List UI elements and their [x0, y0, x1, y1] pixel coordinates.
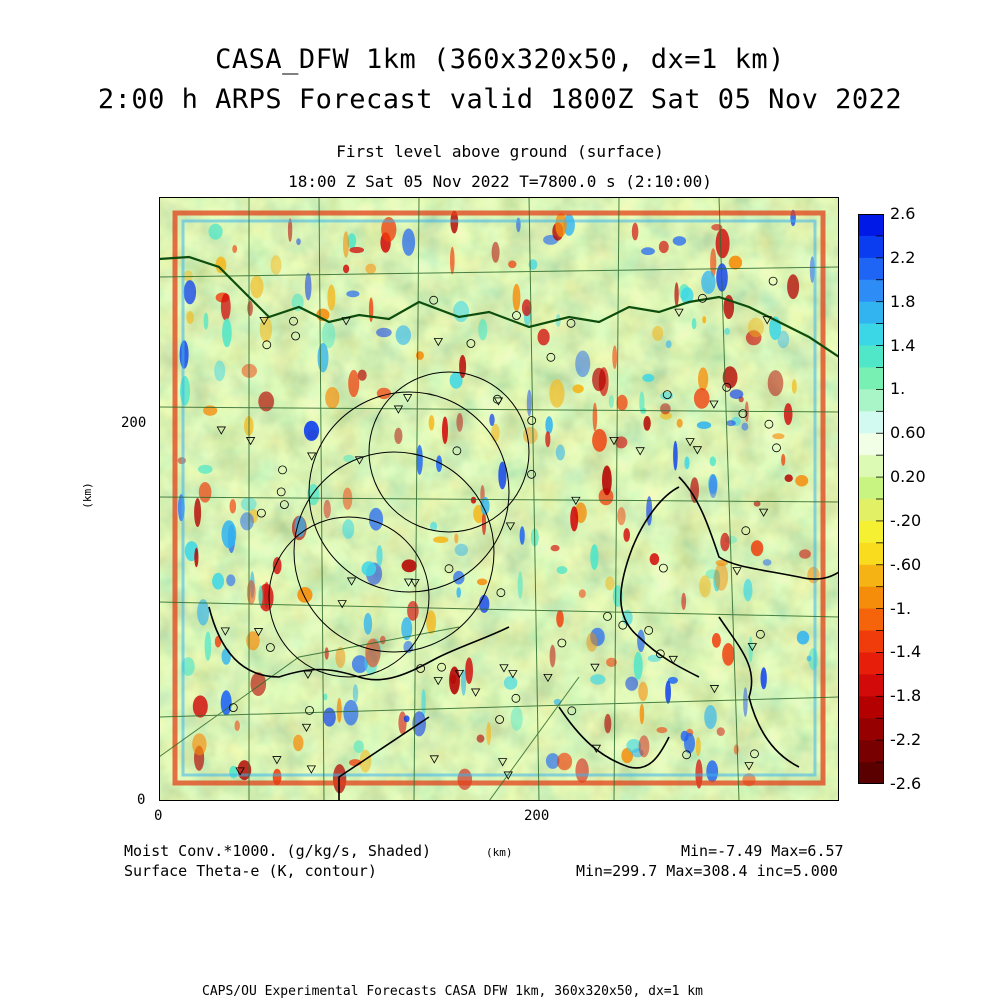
convergence-cell	[205, 632, 212, 661]
convergence-cell	[551, 545, 560, 551]
convergence-cell	[710, 456, 716, 466]
convergence-cell	[749, 636, 753, 662]
shaded-field-label: Moist Conv.*1000. (g/kg/s, Shaded)	[124, 842, 432, 860]
colorbar-bin	[858, 346, 884, 368]
colorbar-bin	[858, 367, 884, 389]
convergence-cell	[638, 682, 648, 701]
convergence-cell	[734, 744, 739, 754]
credit-line: CAPS/OU Experimental Forecasts CASA DFW 1km, 360x320x50, dx=1 km	[202, 984, 703, 999]
convergence-cell	[681, 593, 686, 610]
convergence-cell	[477, 735, 485, 743]
convergence-cell	[343, 700, 358, 726]
convergence-cell	[730, 389, 744, 399]
convergence-cell	[772, 433, 784, 439]
convergence-cell	[632, 223, 639, 241]
colorbar-bin	[858, 477, 884, 499]
convergence-cell	[556, 610, 564, 627]
convergence-cell	[426, 610, 436, 634]
colorbar-bin	[858, 718, 884, 740]
convergence-cell	[183, 271, 193, 282]
convergence-cell	[545, 416, 553, 434]
convergence-cell	[549, 379, 564, 407]
title-line-2: 2:00 h ARPS Forecast valid 1800Z Sat 05 Nov 2022	[97, 84, 903, 115]
colorbar-label: -.60	[890, 554, 922, 574]
convergence-cell	[226, 574, 235, 586]
convergence-cell	[402, 559, 417, 572]
convergence-cell	[787, 274, 799, 299]
convergence-cell	[674, 282, 678, 306]
convergence-cell	[690, 477, 699, 503]
convergence-cell	[376, 328, 392, 337]
convergence-cell	[394, 428, 402, 444]
convergence-cell	[697, 421, 711, 429]
convergence-cell	[323, 693, 327, 700]
convergence-cell	[792, 379, 797, 394]
colorbar-bin	[858, 499, 884, 521]
convergence-cell	[557, 753, 572, 771]
convergence-cell	[198, 465, 213, 474]
convergence-cell	[640, 704, 645, 724]
convergence-cell	[717, 727, 725, 736]
colorbar-bin	[858, 389, 884, 411]
colorbar-bin	[858, 433, 884, 455]
convergence-cell	[442, 417, 448, 445]
convergence-cell	[479, 595, 489, 613]
colorbar-label: -2.2	[890, 730, 922, 750]
subtitle-time: 18:00 Z Sat 05 Nov 2022 T=7800.0 s (2:10:00)	[288, 172, 712, 191]
colorbar-label: 0.60	[890, 423, 926, 443]
convergence-cell	[477, 579, 487, 586]
convergence-cell	[609, 395, 614, 408]
convergence-cell	[221, 293, 231, 320]
convergence-cell	[216, 257, 227, 273]
convergence-cell	[572, 384, 583, 393]
convergence-cell	[673, 236, 686, 246]
convergence-cell	[346, 291, 359, 298]
convergence-cell	[807, 656, 812, 662]
convergence-cell	[433, 536, 448, 543]
convergence-cell	[639, 735, 650, 757]
colorbar-bin	[858, 762, 884, 784]
colorbar-bin	[858, 214, 884, 236]
convergence-cell	[694, 388, 710, 409]
convergence-cell	[716, 229, 730, 259]
convergence-cell	[369, 508, 383, 531]
subtitle-level: First level above ground (surface)	[336, 142, 664, 161]
convergence-cell	[763, 559, 772, 566]
convergence-cell	[617, 395, 628, 411]
convergence-cell	[684, 733, 695, 754]
convergence-cell	[692, 318, 697, 329]
y-axis-label: (km)	[80, 482, 94, 509]
convergence-cell	[522, 299, 532, 316]
convergence-cell	[325, 387, 339, 409]
convergence-cell	[768, 370, 784, 396]
convergence-cell	[720, 533, 729, 552]
convergence-cell	[702, 316, 706, 323]
convergence-cell	[232, 245, 237, 253]
convergence-cell	[247, 301, 253, 316]
colorbar-label: 1.8	[890, 291, 916, 311]
convergence-cell	[527, 390, 532, 417]
convergence-cell	[673, 441, 678, 471]
convergence-cell	[698, 367, 708, 390]
convergence-cell	[358, 370, 367, 381]
convergence-cell	[518, 571, 523, 599]
map-plot	[159, 197, 839, 801]
convergence-cell	[714, 563, 728, 591]
convergence-cell	[648, 655, 661, 662]
colorbar-bin	[858, 740, 884, 762]
convergence-cell	[453, 301, 469, 322]
convergence-cell	[459, 355, 466, 378]
convergence-cell	[743, 579, 752, 601]
convergence-cell	[508, 261, 516, 269]
convergence-cell	[362, 561, 377, 576]
convergence-cell	[677, 419, 683, 428]
convergence-cell	[453, 571, 464, 585]
convergence-cell	[659, 241, 669, 253]
convergence-cell	[364, 613, 372, 635]
x-tick-200: 200	[524, 808, 550, 824]
colorbar-bin	[858, 236, 884, 258]
convergence-cell	[297, 587, 312, 603]
convergence-cell	[641, 247, 655, 255]
colorbar-bin	[858, 411, 884, 433]
convergence-cell	[617, 507, 626, 525]
colorbar-bin	[858, 258, 884, 280]
convergence-cell	[366, 264, 377, 274]
convergence-cell	[194, 548, 198, 567]
colorbar-label: -1.8	[890, 686, 922, 706]
y-tick-200: 200	[121, 415, 147, 431]
convergence-cell	[590, 544, 598, 570]
convergence-cell	[396, 325, 411, 345]
convergence-cell	[429, 415, 435, 430]
convergence-cell	[751, 540, 763, 556]
convergence-cell	[729, 256, 742, 270]
convergence-cell	[704, 705, 717, 729]
convergence-cell	[454, 533, 458, 543]
convergence-cell	[230, 499, 237, 513]
convergence-cell	[318, 343, 329, 372]
convergence-cell	[625, 677, 638, 691]
convergence-cell	[250, 275, 263, 298]
colorbar-bin	[858, 565, 884, 587]
convergence-cell	[214, 361, 225, 382]
convergence-cell	[222, 318, 232, 347]
convergence-cell	[612, 345, 617, 369]
convergence-cell	[305, 273, 312, 301]
convergence-cell	[450, 247, 455, 275]
title-line-1: CASA_DFW 1km (360x320x50, dx=1 km)	[215, 44, 785, 75]
convergence-cell	[556, 445, 565, 461]
convergence-cell	[513, 284, 521, 312]
convergence-cell	[323, 708, 336, 727]
convergence-cell	[416, 351, 424, 360]
colorbar-bin	[858, 587, 884, 609]
convergence-cell	[456, 587, 461, 598]
convergence-cell	[666, 340, 672, 348]
colorbar-label: 0.20	[890, 467, 926, 487]
convergence-cell	[795, 475, 808, 486]
colorbar-bin	[858, 674, 884, 696]
convergence-cell	[489, 414, 494, 426]
convergence-cell	[545, 431, 550, 447]
colorbar-label: -1.	[890, 598, 912, 618]
convergence-cell	[458, 769, 473, 790]
convergence-cell	[722, 643, 734, 666]
convergence-cell	[192, 733, 206, 755]
convergence-cell	[404, 715, 410, 722]
convergence-cell	[376, 545, 382, 566]
convergence-cell	[643, 416, 650, 431]
convergence-cell	[557, 566, 568, 574]
colorbar	[858, 214, 884, 784]
convergence-cell	[784, 403, 793, 425]
convergence-cell	[258, 391, 274, 411]
convergence-cell	[575, 351, 590, 378]
convergence-cell	[623, 528, 630, 542]
convergence-cell	[592, 368, 606, 392]
convergence-cell	[605, 576, 614, 590]
convergence-cell	[343, 231, 349, 257]
convergence-cell	[742, 423, 749, 431]
convergence-cell	[781, 454, 785, 466]
convergence-cell	[657, 727, 668, 733]
contour-min-max: Min=299.7 Max=308.4 inc=5.000	[576, 862, 838, 880]
convergence-cell	[660, 403, 671, 414]
convergence-cell	[590, 674, 605, 684]
convergence-cell	[504, 676, 518, 690]
convergence-cell	[271, 255, 282, 275]
contour-field-label: Surface Theta-e (K, contour)	[124, 862, 377, 880]
convergence-cell	[342, 519, 354, 539]
convergence-cell	[642, 374, 654, 382]
colorbar-label: -1.4	[890, 642, 922, 662]
convergence-cell	[184, 280, 196, 304]
convergence-cell	[511, 707, 523, 731]
convergence-cell	[354, 740, 364, 753]
convergence-cell	[586, 633, 597, 652]
convergence-cell	[602, 466, 612, 496]
convergence-cell	[193, 695, 208, 717]
convergence-cell	[337, 698, 342, 723]
convergence-cell	[785, 474, 793, 482]
convergence-cell	[222, 648, 231, 665]
convergence-cell	[592, 429, 607, 452]
convergence-cell	[455, 544, 468, 556]
convergence-cell	[327, 285, 335, 311]
convergence-cell	[240, 512, 254, 530]
convergence-cell	[634, 652, 643, 680]
convergence-cell	[194, 498, 201, 527]
convergence-cell	[235, 720, 240, 731]
convergence-cell	[570, 506, 578, 531]
colorbar-bin	[858, 631, 884, 653]
convergence-cell	[222, 520, 237, 548]
convergence-cell	[712, 633, 721, 648]
convergence-cell	[523, 427, 538, 444]
convergence-cell	[360, 750, 372, 773]
colorbar-bin	[858, 652, 884, 674]
convergence-cell	[748, 318, 764, 338]
convergence-cell	[293, 735, 303, 752]
convergence-cell	[761, 667, 767, 689]
convergence-cell	[209, 224, 223, 240]
colorbar-bin	[858, 302, 884, 324]
convergence-cell	[186, 311, 193, 324]
convergence-cell	[520, 526, 525, 545]
convergence-cell	[324, 500, 331, 518]
convergence-cell	[247, 580, 256, 605]
convergence-cell	[369, 297, 373, 322]
convergence-cell	[296, 238, 301, 245]
convergence-cell	[650, 553, 660, 565]
convergence-cell	[407, 601, 419, 621]
colorbar-label: -.20	[890, 510, 922, 530]
x-tick-0: 0	[154, 808, 163, 824]
convergence-cell	[304, 421, 319, 441]
x-axis-label: (km)	[486, 846, 513, 859]
convergence-cell	[486, 722, 491, 745]
convergence-cell	[726, 420, 736, 426]
convergence-cell	[377, 388, 391, 399]
convergence-cell	[402, 229, 415, 256]
convergence-cell	[555, 213, 566, 237]
convergence-cell	[652, 326, 663, 341]
convergence-cell	[398, 711, 406, 734]
colorbar-label: 1.4	[890, 335, 916, 355]
convergence-cell	[325, 647, 329, 659]
convergence-cell	[665, 681, 671, 704]
convergence-cell	[709, 474, 717, 498]
convergence-cell	[550, 645, 556, 668]
convergence-cell	[706, 760, 718, 782]
convergence-cell	[799, 549, 811, 558]
convergence-cell	[212, 573, 224, 590]
colorbar-bin	[858, 609, 884, 631]
convergence-cell	[696, 737, 701, 756]
colorbar-bin	[858, 455, 884, 477]
convergence-cell	[491, 424, 500, 442]
convergence-cell	[724, 328, 730, 335]
convergence-cell	[353, 684, 358, 703]
convergence-cell	[349, 247, 364, 253]
convergence-cell	[343, 265, 349, 274]
convergence-cell	[701, 271, 715, 294]
convergence-cell	[699, 575, 711, 597]
convergence-cell	[684, 457, 689, 470]
convergence-cell	[456, 413, 463, 432]
colorbar-label: 1.	[890, 379, 906, 399]
convergence-cell	[797, 631, 809, 645]
convergence-cell	[492, 242, 500, 263]
convergence-cell	[465, 657, 473, 684]
convergence-cell	[579, 589, 586, 598]
colorbar-label: 2.6	[890, 204, 916, 223]
convergence-cell	[204, 313, 209, 330]
colorbar-bin	[858, 521, 884, 543]
convergence-cell	[199, 482, 212, 503]
y-tick-0: 0	[137, 792, 146, 808]
convergence-cell	[593, 403, 598, 432]
convergence-cell	[348, 370, 359, 397]
convergence-cell	[471, 497, 476, 504]
colorbar-bin	[858, 280, 884, 302]
colorbar-bin	[858, 696, 884, 718]
convergence-cell	[478, 319, 487, 340]
convergence-cell	[538, 329, 550, 346]
convergence-cell	[575, 758, 588, 783]
convergence-cell	[380, 636, 386, 644]
colorbar-bin	[858, 543, 884, 565]
convergence-cell	[259, 585, 263, 606]
convergence-cell	[604, 714, 611, 733]
convergence-cell	[273, 557, 282, 574]
convergence-cell	[743, 687, 748, 717]
colorbar-label: -2.6	[890, 774, 922, 793]
shaded-min-max: Min=-7.49 Max=6.57	[681, 842, 844, 860]
colorbar-label: 2.2	[890, 247, 916, 267]
colorbar-bin	[858, 324, 884, 346]
